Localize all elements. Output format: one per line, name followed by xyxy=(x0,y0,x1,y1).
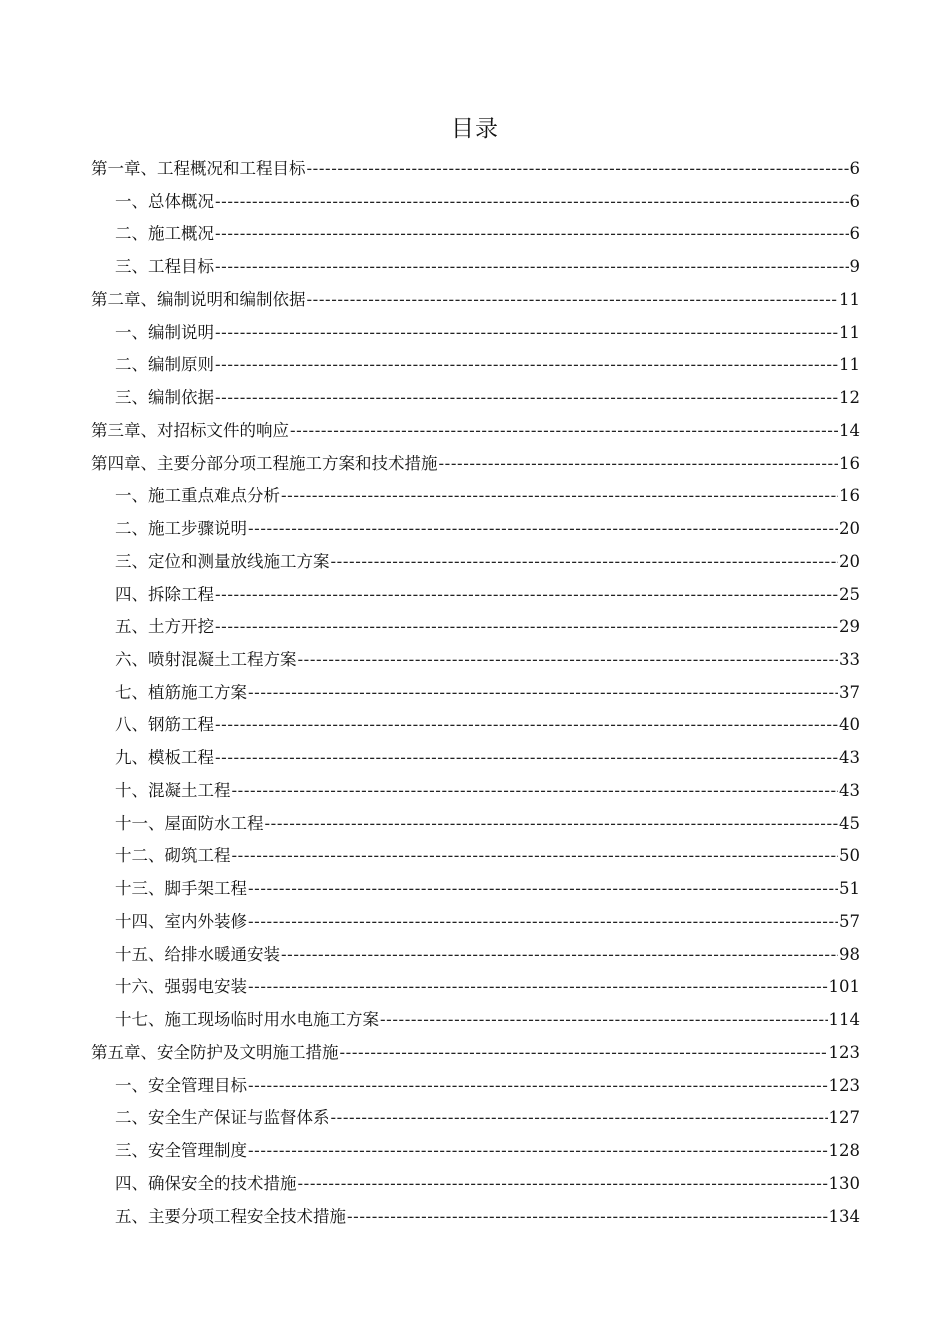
toc-chapter-entry[interactable] xyxy=(91,448,860,481)
toc-section-entry[interactable] xyxy=(91,808,860,841)
toc-dot-leader xyxy=(380,1004,828,1037)
toc-page-number: 6 xyxy=(849,191,860,211)
toc-dot-leader xyxy=(298,644,839,677)
toc-section-entry[interactable] xyxy=(91,513,860,546)
toc-section-entry[interactable] xyxy=(91,971,860,1004)
toc-entry-label: 十五、给排水暖通安装 xyxy=(115,944,280,964)
toc-dot-leader xyxy=(215,251,849,284)
toc-section-entry[interactable] xyxy=(91,251,860,284)
toc-entry-label: 八、钢筋工程 xyxy=(115,715,214,735)
toc-page-number: 6 xyxy=(849,159,860,178)
toc-page-number: 114 xyxy=(828,1010,860,1030)
toc-page-number: 6 xyxy=(849,224,860,244)
toc-section-entry[interactable] xyxy=(91,1201,860,1234)
toc-page-number: 20 xyxy=(839,551,860,571)
toc-page-number: 14 xyxy=(839,420,860,440)
toc-chapter-entry[interactable] xyxy=(91,284,860,317)
toc-section-entry[interactable] xyxy=(91,1135,860,1168)
toc-section-entry[interactable] xyxy=(91,186,860,219)
toc-dot-leader xyxy=(439,448,839,481)
toc-dot-leader xyxy=(215,709,838,742)
toc-dot-leader xyxy=(331,1102,828,1135)
toc-entry-label: 二、施工步骤说明 xyxy=(115,519,247,539)
toc-entry-label: 三、定位和测量放线施工方案 xyxy=(115,551,330,571)
toc-dot-leader xyxy=(215,611,838,644)
toc-dot-leader xyxy=(340,1037,828,1070)
toc-entry-label: 二、安全生产保证与监督体系 xyxy=(115,1108,330,1128)
toc-page-number: 25 xyxy=(839,584,860,604)
toc-dot-leader xyxy=(307,284,839,317)
toc-page-number: 123 xyxy=(828,1042,860,1062)
toc-page-number: 9 xyxy=(849,257,860,277)
toc-entry-label: 第二章、编制说明和编制依据 xyxy=(91,289,306,309)
toc-entry-label: 三、安全管理制度 xyxy=(115,1141,247,1161)
toc-chapter-entry[interactable] xyxy=(91,153,860,186)
toc-section-entry[interactable] xyxy=(91,1070,860,1103)
toc-section-entry[interactable] xyxy=(91,873,860,906)
toc-entry-label: 第四章、主要分部分项工程施工方案和技术措施 xyxy=(91,453,438,473)
toc-section-entry[interactable] xyxy=(91,579,860,612)
toc-page-number: 12 xyxy=(839,388,860,408)
toc-section-entry[interactable] xyxy=(91,742,860,775)
toc-entry-label: 十六、强弱电安装 xyxy=(115,977,247,997)
toc-chapter-entry[interactable] xyxy=(91,1037,860,1070)
toc-section-entry[interactable] xyxy=(91,1102,860,1135)
toc-entry-label: 第三章、对招标文件的响应 xyxy=(91,420,289,440)
toc-entry-label: 五、主要分项工程安全技术措施 xyxy=(115,1206,346,1226)
toc-page-number: 43 xyxy=(839,780,860,800)
toc-dot-leader xyxy=(248,873,838,906)
toc-entry-label: 十七、施工现场临时用水电施工方案 xyxy=(115,1010,379,1030)
toc-entry-label: 十三、脚手架工程 xyxy=(115,879,247,899)
toc-section-entry[interactable] xyxy=(91,644,860,677)
toc-dot-leader xyxy=(248,906,838,939)
toc-page-number: 20 xyxy=(839,519,860,539)
toc-page-number: 45 xyxy=(839,813,860,833)
toc-dot-leader xyxy=(248,971,828,1004)
toc-dot-leader xyxy=(290,415,838,448)
toc-dot-leader xyxy=(248,1070,828,1103)
toc-entry-label: 七、植筋施工方案 xyxy=(115,682,247,702)
toc-entry-label: 六、喷射混凝土工程方案 xyxy=(115,650,297,670)
toc-entry-label: 十二、砌筑工程 xyxy=(115,846,231,866)
toc-section-entry[interactable] xyxy=(91,382,860,415)
toc-page-number: 11 xyxy=(839,289,860,309)
toc-page-number: 37 xyxy=(839,682,860,702)
toc-section-entry[interactable] xyxy=(91,1168,860,1201)
toc-entry-label: 三、工程目标 xyxy=(115,257,214,277)
toc-entry-label: 三、编制依据 xyxy=(115,388,214,408)
toc-dot-leader xyxy=(248,1135,828,1168)
toc-section-entry[interactable] xyxy=(91,775,860,808)
toc-section-entry[interactable] xyxy=(91,1004,860,1037)
toc-dot-leader xyxy=(232,840,839,873)
toc-dot-leader xyxy=(347,1201,828,1234)
toc-section-entry[interactable] xyxy=(91,709,860,742)
toc-entry-label: 一、安全管理目标 xyxy=(115,1075,247,1095)
toc-dot-leader xyxy=(215,742,838,775)
toc-dot-leader xyxy=(215,186,849,219)
toc-page-number: 98 xyxy=(839,944,860,964)
toc-page-number: 127 xyxy=(828,1108,860,1128)
toc-dot-leader xyxy=(215,349,838,382)
toc-title: 目录 xyxy=(451,116,499,142)
toc-entry-label: 第一章、工程概况和工程目标 xyxy=(91,159,306,178)
toc-entry-label: 十四、室内外装修 xyxy=(115,911,247,931)
toc-dot-leader xyxy=(298,1168,828,1201)
toc-dot-leader xyxy=(248,513,838,546)
toc-page-number: 16 xyxy=(839,486,860,506)
toc-entry-label: 一、编制说明 xyxy=(115,322,214,342)
toc-entry-label: 十、混凝土工程 xyxy=(115,780,231,800)
toc-section-entry[interactable] xyxy=(91,611,860,644)
toc-page-number: 123 xyxy=(828,1075,860,1095)
toc-page-number: 16 xyxy=(839,453,860,473)
toc-entry-label: 四、确保安全的技术措施 xyxy=(115,1173,297,1193)
toc-section-entry[interactable] xyxy=(91,677,860,710)
toc-page-number: 134 xyxy=(828,1206,860,1226)
toc-dot-leader xyxy=(215,317,838,350)
toc-page-number: 130 xyxy=(828,1173,860,1193)
toc-page-number: 11 xyxy=(839,355,860,375)
toc-section-entry[interactable] xyxy=(91,218,860,251)
toc-entry-label: 二、施工概况 xyxy=(115,224,214,244)
toc-page-number: 57 xyxy=(839,911,860,931)
toc-dot-leader xyxy=(307,153,849,186)
toc-dot-leader xyxy=(331,546,839,579)
toc-page-number: 43 xyxy=(839,748,860,768)
toc-entry-label: 五、土方开挖 xyxy=(115,617,214,637)
toc-entry-label: 第五章、安全防护及文明施工措施 xyxy=(91,1042,339,1062)
toc-page-number: 29 xyxy=(839,617,860,637)
toc-dot-leader xyxy=(232,775,839,808)
toc-section-entry[interactable] xyxy=(91,906,860,939)
toc-dot-leader xyxy=(215,218,849,251)
toc-page-number: 33 xyxy=(839,650,860,670)
toc-section-entry[interactable] xyxy=(91,939,860,972)
toc-section-entry[interactable] xyxy=(91,480,860,513)
toc-entry-label: 一、施工重点难点分析 xyxy=(115,486,280,506)
toc-dot-leader xyxy=(281,939,838,972)
toc-entry-label: 九、模板工程 xyxy=(115,748,214,768)
toc-section-entry[interactable] xyxy=(91,317,860,350)
toc-chapter-entry[interactable] xyxy=(91,415,860,448)
toc-dot-leader xyxy=(215,579,838,612)
toc-dot-leader xyxy=(281,480,838,513)
toc-dot-leader xyxy=(265,808,839,841)
toc-page-number: 50 xyxy=(839,846,860,866)
toc-entry-label: 一、总体概况 xyxy=(115,191,214,211)
toc-page-number: 101 xyxy=(828,977,860,997)
toc-section-entry[interactable] xyxy=(91,840,860,873)
toc-entry-label: 二、编制原则 xyxy=(115,355,214,375)
toc-page-number: 40 xyxy=(839,715,860,735)
toc-entry-label: 十一、屋面防水工程 xyxy=(115,813,264,833)
toc-page-number: 11 xyxy=(839,322,860,342)
toc-dot-leader xyxy=(248,677,838,710)
toc-dot-leader xyxy=(215,382,838,415)
toc-page-number: 51 xyxy=(839,879,860,899)
table-of-contents xyxy=(91,153,860,1233)
toc-page-number: 128 xyxy=(828,1141,860,1161)
toc-section-entry[interactable] xyxy=(91,546,860,579)
toc-section-entry[interactable] xyxy=(91,349,860,382)
toc-entry-label: 四、拆除工程 xyxy=(115,584,214,604)
